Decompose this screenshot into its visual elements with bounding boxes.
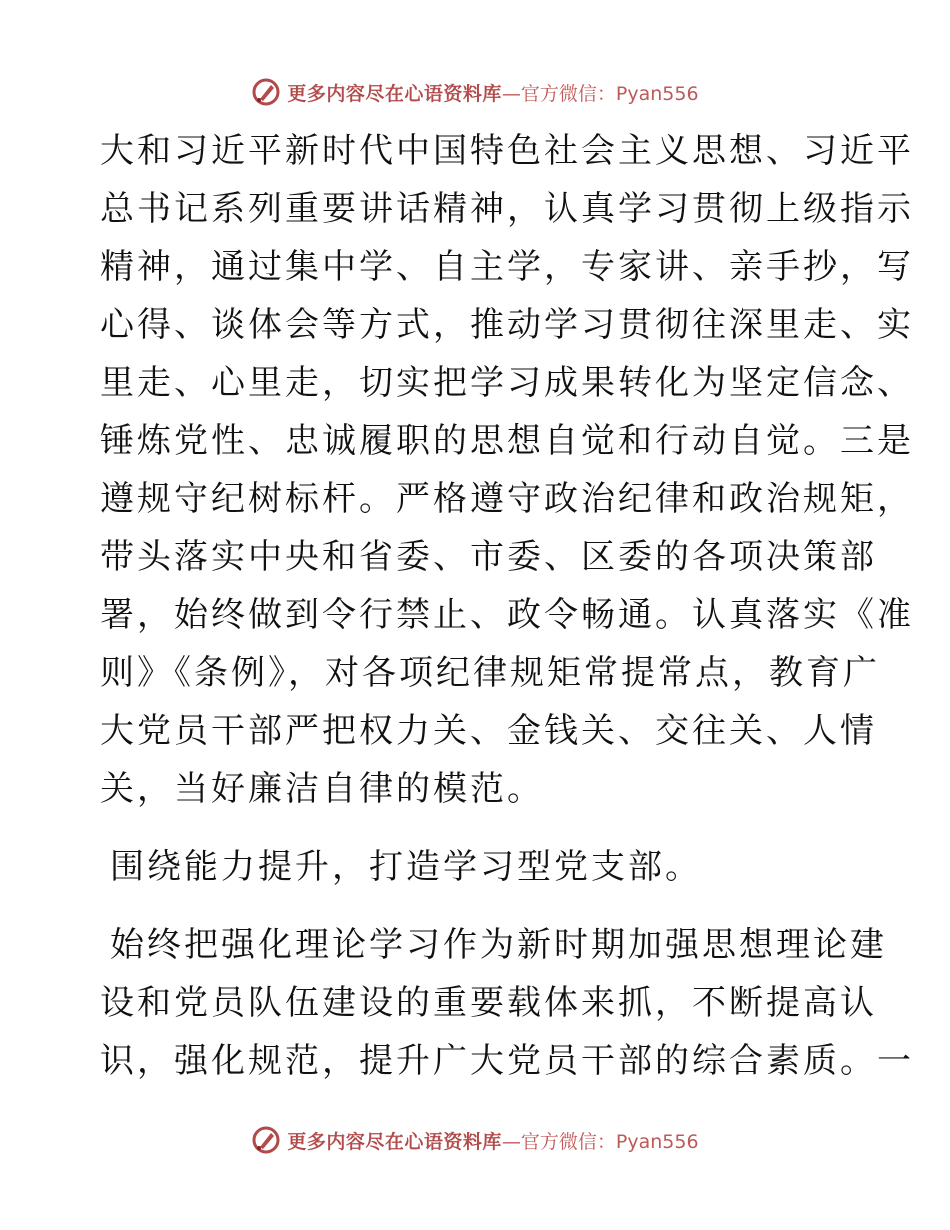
paragraph-2-heading — [100, 838, 860, 896]
paragraph-3 — [100, 916, 914, 1090]
text-line: 识，强化规范，提升广大党员干部的综合素质。一 — [100, 1041, 914, 1081]
banner-brand-text: 更多内容尽在心语资料库 — [287, 82, 502, 105]
text-line: 关，当好廉洁自律的模范。 — [100, 769, 544, 809]
banner-wechat-text: —官方微信：Pyan556 — [501, 82, 699, 105]
text-line: 里走、心里走，切实把学习成果转化为坚定信念、 — [100, 363, 914, 403]
text-line: 始终把强化理论学习作为新时期加强思想理论建 — [110, 925, 887, 965]
text-line: 围绕能力提升，打造学习型党支部。 — [110, 847, 702, 887]
banner-brand-text: 更多内容尽在心语资料库 — [287, 1130, 502, 1153]
pen-logo-icon — [251, 1125, 281, 1155]
paragraph-1 — [100, 122, 914, 818]
text-line: 心得、谈体会等方式，推动学习贯彻往深里走、实 — [100, 305, 914, 345]
document-body — [100, 122, 914, 1090]
text-line: 精神，通过集中学、自主学，专家讲、亲手抄，写 — [100, 247, 914, 287]
text-line: 遵规守纪树标杆。严格遵守政治纪律和政治规矩， — [100, 479, 914, 519]
header-banner — [0, 72, 950, 112]
text-line: 带头落实中央和省委、市委、区委的各项决策部 — [100, 537, 877, 577]
text-line: 总书记系列重要讲话精神，认真学习贯彻上级指示 — [100, 189, 914, 229]
footer-banner — [0, 1120, 950, 1160]
pen-logo-icon — [251, 77, 281, 107]
text-line: 署，始终做到令行禁止、政令畅通。认真落实《准 — [100, 595, 914, 635]
text-line: 大党员干部严把权力关、金钱关、交往关、人情 — [100, 711, 877, 751]
text-line: 设和党员队伍建设的重要载体来抓，不断提高认 — [100, 983, 877, 1023]
banner-wechat-text: —官方微信：Pyan556 — [501, 1130, 699, 1153]
text-line: 大和习近平新时代中国特色社会主义思想、习近平 — [100, 131, 914, 171]
text-line: 锤炼党性、忠诚履职的思想自觉和行动自觉。三是 — [100, 421, 914, 461]
text-line: 则》《条例》，对各项纪律规矩常提常点，教育广 — [100, 653, 880, 693]
